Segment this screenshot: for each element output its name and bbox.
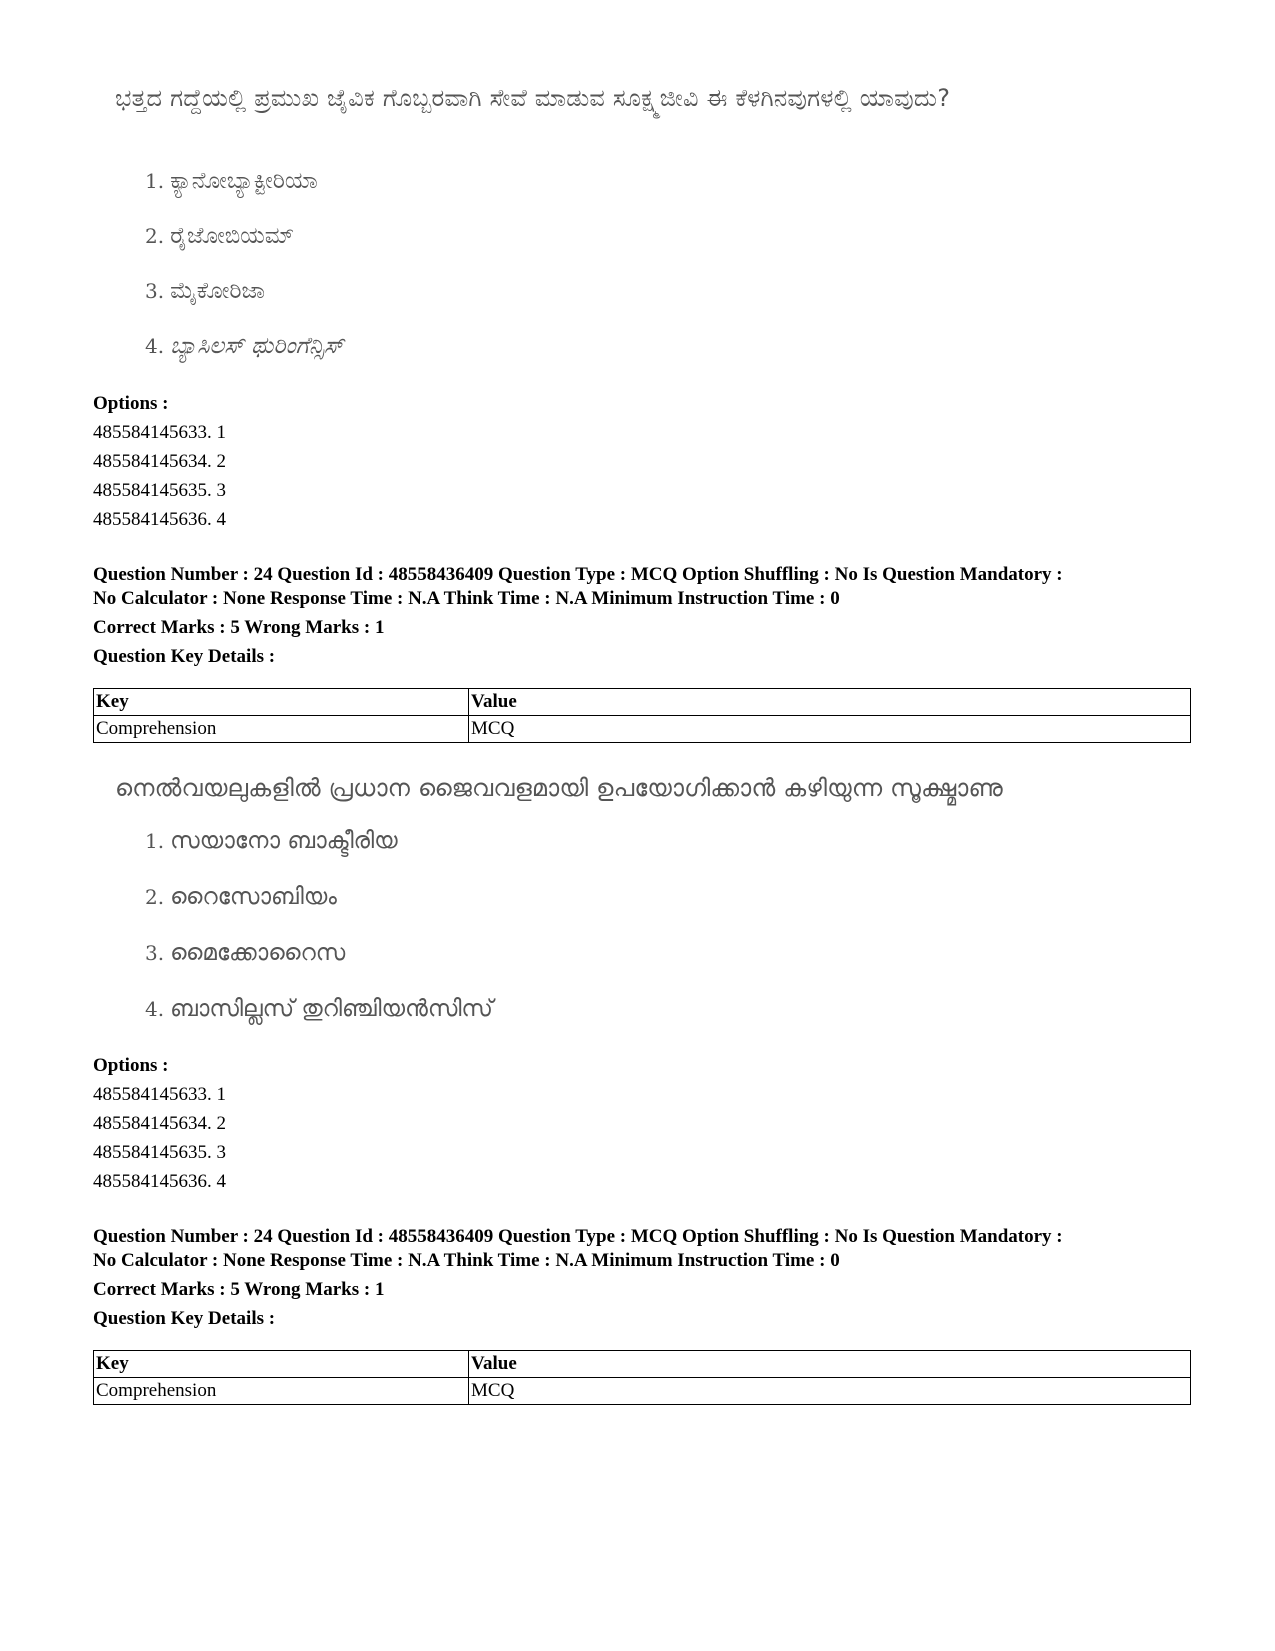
option-item: 485584145633. 1 [93,422,226,443]
table-row [94,1378,1191,1405]
question-stem: നെൽവയലുകളിൽ പ്രധാന ജൈവവളമായി ഉപയോഗിക്കാൻ കഴിയുന്ന സൂക്ഷ്മാണു [115,774,1003,802]
choice-text: റൈസോബിയം [170,884,337,910]
choice-2 [145,884,337,910]
choice-number: 1. [145,169,165,193]
table-header-key: Key [94,1351,469,1378]
table-cell-key: Comprehension [94,716,469,743]
choice-number: 3. [145,941,165,965]
option-item: 485584145634. 2 [93,1113,226,1134]
options-label: Options : [93,1055,169,1076]
table-header-key: Key [94,689,469,716]
option-item: 485584145636. 4 [93,509,226,530]
option-item: 485584145635. 3 [93,480,226,501]
option-item: 485584145634. 2 [93,451,226,472]
choice-text: ಮೈಕೋರಿಜಾ [170,278,266,304]
choice-number: 4. [145,997,165,1021]
question-stem: ಭತ್ತದ ಗದ್ದೆಯಲ್ಲಿ ಪ್ರಮುಖ ಜೈವಿಕ ಗೊಬ್ಬರವಾಗಿ ಸೇವೆ ಮಾಡುವ ಸೂಕ್ಷ್ಮಜೀವಿ ಈ ಕೆಳಗಿನವುಗಳಲ್ಲಿ ಯಾವುದು? [115,84,951,112]
options-list [93,389,226,534]
choice-text: സയാനോ ബാക്ടീരിയ [170,828,398,854]
meta-line-1: Question Number : 24 Question Id : 48558436409 Question Type : MCQ Option Shuffling : No Is Question Mandatory : [93,1226,1063,1247]
choice-text: ബാസില്ലസ് തുറിഞ്ചിയൻസിസ് [170,996,493,1022]
option-item: 485584145636. 4 [93,1171,226,1192]
choice-number: 2. [145,224,165,248]
table-header-value: Value [469,1351,1191,1378]
choice-number: 2. [145,885,165,909]
key-details-heading: Question Key Details : [93,646,276,667]
table-cell-value: MCQ [469,716,1191,743]
choice-4 [145,333,344,359]
choice-3 [145,278,265,304]
question-image-kannada [115,82,1075,382]
option-item: 485584145633. 1 [93,1084,226,1105]
option-item: 485584145635. 3 [93,1142,226,1163]
choice-number: 1. [145,829,165,853]
table-header-row [94,689,1191,716]
table-header-row [94,1351,1191,1378]
key-details-table [93,1350,1191,1405]
choice-text: മൈക്കോറൈസ [170,940,346,966]
choice-1 [145,828,398,854]
question-metadata [93,1225,1193,1331]
choice-number: 4. [145,334,165,358]
options-list [93,1051,226,1196]
meta-line-2: No Calculator : None Response Time : N.A Think Time : N.A Minimum Instruction Time : 0 [93,588,840,609]
key-details-table [93,688,1191,743]
meta-line-2: No Calculator : None Response Time : N.A Think Time : N.A Minimum Instruction Time : 0 [93,1250,840,1271]
meta-line-1: Question Number : 24 Question Id : 48558436409 Question Type : MCQ Option Shuffling : No Is Question Mandatory : [93,564,1063,585]
marks-line: Correct Marks : 5 Wrong Marks : 1 [93,1279,385,1300]
choice-3 [145,940,345,966]
table-row [94,716,1191,743]
question-metadata [93,563,1193,669]
table-header-value: Value [469,689,1191,716]
choice-text: ರೈಜೋಬಿಯಮ್ [170,223,295,249]
choice-1 [145,168,318,194]
options-label: Options : [93,393,169,414]
choice-4 [145,996,493,1022]
key-details-heading: Question Key Details : [93,1308,276,1329]
choice-2 [145,223,294,249]
choice-text: ಬ್ಯಾಸಿಲಸ್ ಥುರಿಂಗೆನ್ಸಿಸ್ [170,333,344,359]
marks-line: Correct Marks : 5 Wrong Marks : 1 [93,617,385,638]
choice-text: ಕ್ಯಾನೋಬ್ಯಾಕ್ಟೀರಿಯಾ [170,168,318,194]
choice-number: 3. [145,279,165,303]
question-image-malayalam [115,772,1115,1042]
table-cell-value: MCQ [469,1378,1191,1405]
table-cell-key: Comprehension [94,1378,469,1405]
